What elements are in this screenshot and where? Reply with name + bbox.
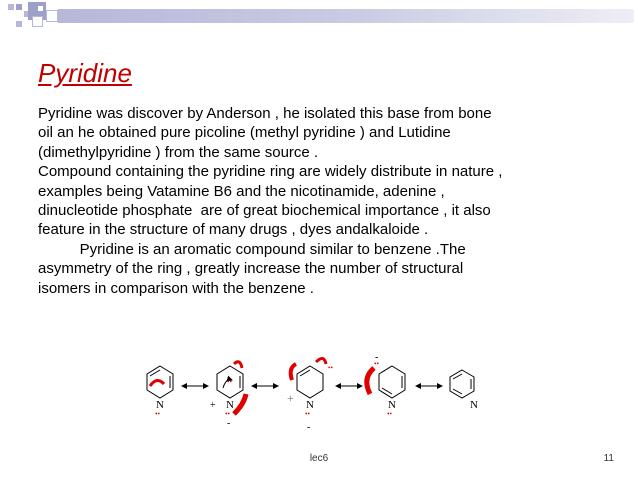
- body-line: Pyridine was discover by Anderson , he isolated this base from bone: [38, 105, 492, 122]
- lone-pair: ••: [225, 410, 230, 418]
- charge-label: +: [287, 391, 294, 405]
- charge-label: -: [227, 418, 231, 429]
- nitrogen-label: N: [388, 399, 396, 411]
- footer-label: lec6: [309, 453, 329, 464]
- pyridine-resonance-diagram: [130, 350, 480, 440]
- body-line: isomers in comparison with the benzene .: [38, 279, 314, 297]
- resonance-structure-4: [367, 352, 405, 418]
- deco-square: [38, 6, 43, 11]
- nitrogen-label: N: [226, 399, 234, 411]
- body-line: dinucleotide phosphate are of great biochemical importance , it also: [38, 202, 491, 220]
- resonance-structure-5: [450, 370, 478, 411]
- resonance-structure-3: [287, 358, 333, 433]
- page-number: 11: [603, 453, 614, 464]
- body-line: (dimethylpyridine ) from the same source .: [38, 143, 319, 161]
- body-line: feature in the structure of many drugs , dyes andalkaloide .: [38, 221, 429, 239]
- lone-pair: ••: [374, 360, 379, 368]
- nitrogen-label: N: [156, 399, 164, 411]
- body-line: examples being Vatamine B6 and the nicotinamide, adenine ,: [38, 182, 445, 200]
- deco-square: [8, 4, 14, 10]
- charge-label: +: [210, 400, 216, 411]
- nitrogen-label: N: [470, 399, 478, 411]
- deco-square: [46, 10, 58, 22]
- lone-pair: ••: [387, 410, 392, 418]
- lone-pair: ••: [155, 410, 160, 418]
- body-line: oil an he obtained pure picoline (methyl pyridine ) and Lutidine: [38, 124, 451, 142]
- resonance-structure-2: [210, 362, 246, 429]
- body-line: Pyridine is an aromatic compound similar to benzene .The: [38, 240, 466, 258]
- body-line: asymmetry of the ring , greatly increase the number of structural: [38, 260, 464, 278]
- deco-square: [16, 21, 22, 27]
- lone-pair: ••: [227, 378, 232, 386]
- resonance-structure-1: [147, 366, 173, 418]
- lone-pair: ••: [305, 410, 310, 418]
- charge-label: -: [375, 352, 379, 363]
- deco-square: [16, 4, 22, 10]
- slide-body: [38, 104, 628, 298]
- body-line: Compound containing the pyridine ring are widely distribute in nature ,: [38, 163, 503, 181]
- slide-title: Pyridine: [38, 58, 132, 88]
- deco-square: [32, 16, 43, 27]
- nitrogen-label: N: [306, 399, 314, 411]
- charge-label: -: [307, 422, 311, 433]
- header-decoration: [0, 0, 638, 40]
- lone-pair: ••: [328, 364, 333, 372]
- header-gradient-bar: [58, 9, 634, 23]
